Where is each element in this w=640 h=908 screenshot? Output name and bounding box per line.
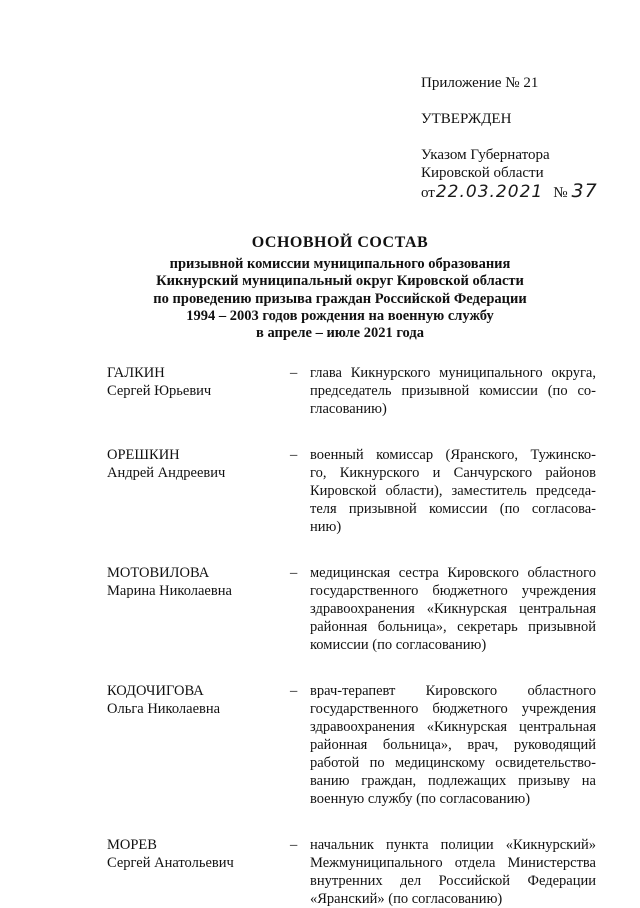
role-line: Межмуниципального отдела Министерства xyxy=(310,855,596,871)
title-line-4: 1994 – 2003 годов рождения на военную службу xyxy=(186,307,494,324)
dash-separator: – xyxy=(290,365,298,381)
date-prefix: от xyxy=(421,185,435,201)
approval-block xyxy=(421,74,621,202)
role-line: Кировской области), заместитель председа- xyxy=(310,483,596,499)
member-role xyxy=(310,446,596,536)
member-surname: МОТОВИЛОВА xyxy=(107,565,210,581)
role-line: государственного бюджетного учреждения xyxy=(310,701,596,717)
member-role xyxy=(310,836,596,908)
role-line: здравоохранения «Кикнурская центральная xyxy=(310,601,596,617)
member-surname: ОРЕШКИН xyxy=(107,447,180,463)
role-line: здравоохранения «Кикнурская центральная xyxy=(310,719,596,735)
member-name xyxy=(107,364,287,418)
dash-separator: – xyxy=(290,837,298,853)
role-line: районная больница», секретарь призывной xyxy=(310,619,596,635)
document-title xyxy=(90,233,590,342)
role-line: ванию граждан, подлежащих призыву на xyxy=(310,773,596,789)
member-entry xyxy=(107,564,597,654)
dash-separator: – xyxy=(290,683,298,699)
handwritten-number: 37 xyxy=(571,180,598,202)
role-line: врач-терапевт Кировского областного xyxy=(310,683,596,699)
role-line: го, Кикнурского и Санчурского районов xyxy=(310,465,596,481)
member-given-name: Марина Николаевна xyxy=(107,583,232,599)
number-label: № xyxy=(553,185,568,201)
title-main: ОСНОВНОЙ СОСТАВ xyxy=(251,234,429,251)
member-entry xyxy=(107,836,597,908)
handwritten-date: 22.03.2021 xyxy=(435,182,544,202)
member-given-name: Андрей Андреевич xyxy=(107,465,226,481)
member-entry xyxy=(107,682,597,808)
role-line: комиссии (по согласованию) xyxy=(310,637,487,653)
role-line: «Яранский» (по согласованию) xyxy=(310,891,503,907)
title-line-1: призывной комиссии муниципального образования xyxy=(169,256,511,272)
role-line: гласованию) xyxy=(310,401,387,417)
appendix-label: Приложение № 21 xyxy=(421,75,539,91)
member-surname: МОРЕВ xyxy=(107,837,157,853)
dash-separator: – xyxy=(290,447,298,463)
dash-separator: – xyxy=(290,565,298,581)
role-line: председатель призывной комиссии (по со- xyxy=(310,383,596,399)
member-entry xyxy=(107,446,597,536)
member-name xyxy=(107,564,287,654)
approved-stamp-text: УТВЕРЖДЕН xyxy=(421,111,512,127)
role-line: военную службу (по согласованию) xyxy=(310,791,531,807)
role-line: теля призывной комиссии (по согласова- xyxy=(310,501,596,517)
member-surname: КОДОЧИГОВА xyxy=(107,683,204,699)
title-line-2: Кикнурский муниципальный округ Кировской области xyxy=(156,273,524,290)
role-line: военный комиссар (Яранского, Тужинско- xyxy=(310,447,596,463)
member-given-name: Сергей Анатольевич xyxy=(107,855,234,871)
role-line: начальник пункта полиции «Кикнурский» xyxy=(310,837,596,853)
role-line: районная больница», врач, руководящий xyxy=(310,737,596,753)
member-given-name: Ольга Николаевна xyxy=(107,701,221,717)
member-role xyxy=(310,682,596,808)
decree-date-row xyxy=(421,182,621,202)
role-line: глава Кикнурского муниципального округа, xyxy=(310,365,596,381)
role-line: внутренних дел Российской Федерации xyxy=(310,873,596,889)
decree-line-2: Кировской области xyxy=(421,165,544,181)
commission-roster xyxy=(107,364,597,908)
member-name xyxy=(107,682,287,808)
member-name xyxy=(107,446,287,536)
member-role xyxy=(310,564,596,654)
decree-line-1: Указом Губернатора xyxy=(421,147,550,163)
title-line-5: в апреле – июле 2021 года xyxy=(256,325,424,342)
member-name xyxy=(107,836,287,908)
member-surname: ГАЛКИН xyxy=(107,365,165,381)
member-role xyxy=(310,364,596,418)
role-line: государственного бюджетного учреждения xyxy=(310,583,596,599)
member-given-name: Сергей Юрьевич xyxy=(107,383,212,399)
role-line: работой по медицинскому освидетельство- xyxy=(310,755,596,771)
member-entry xyxy=(107,364,597,418)
title-line-3: по проведению призыва граждан Российской Федерации xyxy=(153,290,527,307)
role-line: нию) xyxy=(310,519,342,535)
role-line: медицинская сестра Кировского областного xyxy=(310,565,596,581)
